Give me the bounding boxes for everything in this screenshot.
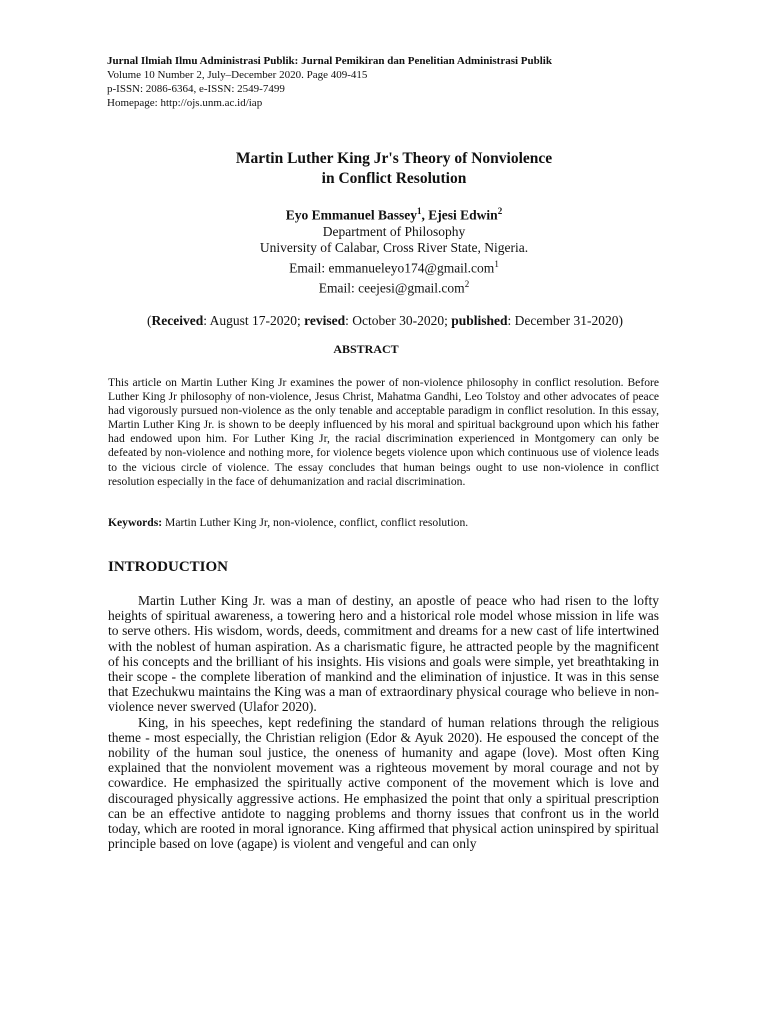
- abstract-heading: ABSTRACT: [333, 342, 399, 356]
- email-1-sup: 1: [494, 258, 499, 269]
- department: Department of Philosophy: [322, 223, 466, 239]
- title-line-1: Martin Luther King Jr's Theory of Nonviolence: [235, 150, 553, 167]
- received-date: : August 17-2020;: [203, 313, 305, 328]
- author-1: Eyo Emmanuel Bassey: [285, 207, 418, 223]
- journal-name: Jurnal Ilmiah Ilmu Administrasi Publik: Jurnal Pemikiran dan Penelitian Administrasi Publik: [107, 55, 552, 67]
- abstract-text: This article on Martin Luther King Jr examines the power of non-violence philosophy in conflict resolution. Before Luther King Jr philosophy of non-violence, Jesus Christ, Mahatma Gandhi, Leo Tolstoy and other advocates of peace had vigorously pursued non-violence as the only tenable and acceptable paradigm in conflict resolution. In this essay, Martin Luther King Jr. is shown to be deeply influenced by his moral and spiritual background upon which his father had endowed upon him. For Luther King Jr, the racial discrimination experienced in Montgomery can only be defeated by non-violence and nothing more, for violence begets violence upon which continuous use of violence leads to the vicious circle of violence. The essay concludes that human beings ought to use non-violence in conflict resolution especially in the face of dehumanization and racial discrimination.: [108, 376, 659, 488]
- introduction-body: [108, 593, 659, 851]
- university: University of Calabar, Cross River State, Nigeria.: [259, 239, 529, 255]
- author-separator: ,: [421, 207, 429, 223]
- email-1-line: [0, 256, 768, 277]
- paragraph-1: Martin Luther King Jr. was a man of destiny, an apostle of peace who had risen to the lofty heights of spiritual awareness, a towering hero and a historical role model whose mission in life was to serve others. His wisdom, words, deeds, commitment and dreams for a new cast of life intertwined with the noblest of human aspiration. As a charismatic figure, he attracted people by the magnificent of his concepts and the brilliant of his insights. His visions and goals were simple, yet breathtaking in their scope - the complete liberation of mankind and the elimination of injustice. It was in this sense that Ezechukwu maintains the King was a man of extraordinary physical courage who believe in non-violence never swerved (Ulafor 2020).: [108, 593, 659, 715]
- author-2: Ejesi Edwin: [428, 207, 498, 223]
- published-date: : December 31-2020): [507, 313, 623, 328]
- published-label: published: [451, 313, 508, 328]
- email-2-line: [0, 276, 768, 297]
- received-label: Received: [151, 313, 204, 328]
- revised-label: revised: [304, 313, 346, 328]
- keywords-label: Keywords:: [108, 516, 163, 529]
- paper-title: [0, 149, 768, 189]
- author-2-affiliation: 2: [497, 206, 503, 216]
- revised-date: : October 30-2020;: [345, 313, 452, 328]
- author-names: [0, 203, 768, 224]
- journal-homepage: Homepage: http://ojs.unm.ac.id/iap: [107, 97, 263, 109]
- keywords-text: Martin Luther King Jr, non-violence, conflict, conflict resolution.: [162, 516, 469, 529]
- email-1: Email: emmanueleyo174@gmail.com: [289, 260, 495, 275]
- author-1-affiliation: 1: [417, 206, 422, 216]
- introduction-heading: INTRODUCTION: [108, 559, 229, 575]
- title-line-2: in Conflict Resolution: [321, 170, 467, 187]
- journal-header: [107, 54, 667, 110]
- author-block: [0, 203, 768, 297]
- email-2-sup: 2: [464, 279, 470, 289]
- publication-dates: [0, 313, 768, 329]
- email-2: Email: ceejesi@gmail.com: [318, 280, 465, 296]
- paragraph-2: King, in his speeches, kept redefining the standard of human relations through the religious theme - most especially, the Christian religion (Edor & Ayuk 2020). He espoused the concept of the nobility of the human soul justice, the oneness of humanity and agape (love). Most often King explained that the nonviolent movement was a righteous movement by moral courage and not by cowardice. He emphasized the spiritually active component of the movement which is love and discouraged physically aggressive actions. He emphasized the point that only a spiritual prescription can be an effective antidote to nagging problems and thorny issues that confront us in the world today, which are rooted in moral ignorance. King affirmed that physical action uninspired by spiritual principle based on love (agape) is violent and vengeful and can only: [108, 714, 659, 852]
- journal-volume: Volume 10 Number 2, July–December 2020. Page 409-415: [107, 69, 368, 81]
- keywords: [108, 516, 659, 529]
- dates-open: (: [147, 313, 152, 328]
- journal-issn: p-ISSN: 2086-6364, e-ISSN: 2549-7499: [107, 83, 285, 95]
